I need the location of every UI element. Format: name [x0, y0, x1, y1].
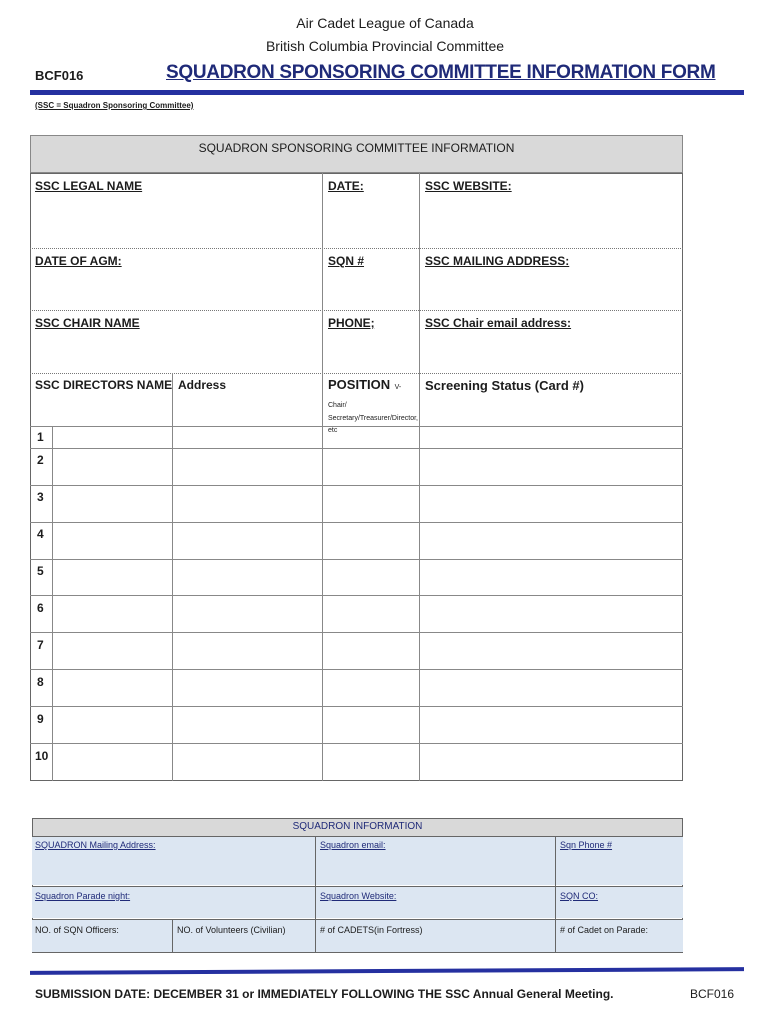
- ssc-chair-email-label: SSC Chair email address:: [425, 316, 572, 330]
- date-label: DATE:: [328, 179, 364, 193]
- ssc-legal-name-label: SSC LEGAL NAME: [35, 179, 143, 193]
- ssc-chair-name-label: SSC CHAIR NAME: [35, 316, 140, 330]
- phone-label: PHONE;: [328, 316, 375, 330]
- footer-form-code: BCF016: [690, 987, 735, 1001]
- sqn-officers-label: NO. of SQN Officers:: [35, 925, 119, 935]
- directors-name-header: SSC DIRECTORS NAME: [35, 378, 173, 392]
- position-header: POSITION V-Chair/ Secretary/Treasurer/Director, etc: [328, 377, 418, 434]
- org-name: Air Cadet League of Canada: [296, 15, 474, 31]
- squadron-email-label: Squadron email:: [320, 840, 386, 850]
- volunteers-label: NO. of Volunteers (Civilian): [177, 925, 286, 935]
- row-number: 7: [37, 638, 44, 652]
- ssc-note: (SSC = Squadron Sponsoring Committee): [35, 101, 194, 110]
- ssc-mailing-address-label: SSC MAILING ADDRESS:: [425, 254, 570, 268]
- row-number: 8: [37, 675, 44, 689]
- row-number: 5: [37, 564, 44, 578]
- row-number: 1: [37, 430, 44, 444]
- squadron-phone-label: Sqn Phone #: [560, 840, 613, 850]
- row-number: 3: [37, 490, 44, 504]
- footer-divider: [30, 967, 744, 975]
- row-number: 2: [37, 453, 44, 467]
- committee-name: British Columbia Provincial Committee: [265, 38, 505, 54]
- squadron-section-title: SQUADRON INFORMATION: [292, 821, 423, 832]
- row-number: 9: [37, 712, 44, 726]
- cadets-label: # of CADETS(in Fortress): [320, 925, 423, 935]
- parade-night-label: Squadron Parade night:: [35, 891, 131, 901]
- squadron-website-label: Squadron Website:: [320, 891, 397, 901]
- ssc-section-title: SQUADRON SPONSORING COMMITTEE INFORMATION: [198, 141, 515, 155]
- form-title: SQUADRON SPONSORING COMMITTEE INFORMATION FORM: [166, 62, 716, 83]
- header-divider: [30, 90, 744, 95]
- row-number: 10: [35, 749, 49, 763]
- submission-date: SUBMISSION DATE: DECEMBER 31 or IMMEDIATELY FOLLOWING THE SSC Annual General Meeting.: [35, 987, 614, 1001]
- sqn-number-label: SQN #: [328, 254, 365, 268]
- row-number: 4: [37, 527, 44, 541]
- screening-status-header: Screening Status (Card #): [425, 378, 584, 393]
- date-of-agm-label: DATE OF AGM:: [35, 254, 122, 268]
- ssc-website-label: SSC WEBSITE:: [425, 179, 512, 193]
- cadets-on-parade-label: # of Cadet on Parade:: [560, 925, 649, 935]
- form-code: BCF016: [35, 68, 84, 83]
- row-number: 6: [37, 601, 44, 615]
- address-header: Address: [178, 378, 227, 392]
- squadron-mailing-label: SQUADRON Mailing Address:: [35, 840, 156, 850]
- ssc-info-table: [30, 135, 683, 781]
- sqn-co-label: SQN CO:: [560, 891, 599, 901]
